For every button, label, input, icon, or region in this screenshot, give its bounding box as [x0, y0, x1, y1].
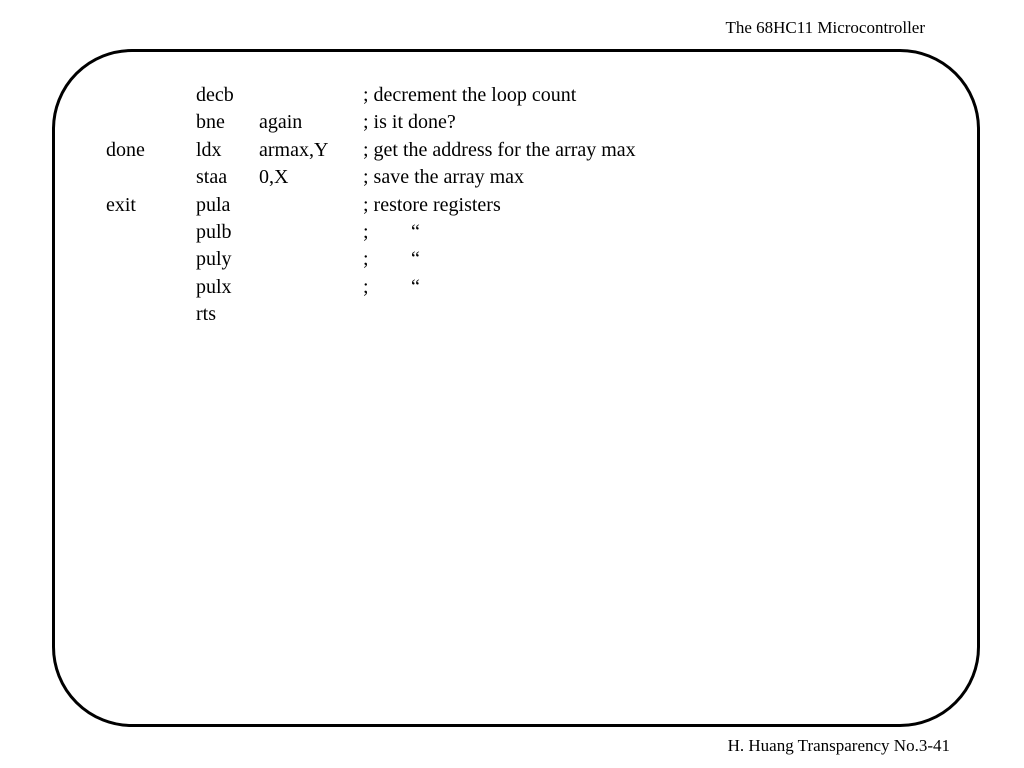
code-comment	[363, 164, 524, 191]
code-comment-text: ; save the array max	[363, 166, 525, 189]
code-comment-text: ;	[363, 248, 369, 271]
code-comment	[363, 219, 420, 246]
slide-footer-text: H. Huang Transparency No.3-41	[727, 736, 950, 755]
slide-header-title: The 68HC11 Microcontroller	[725, 18, 925, 37]
code-opcode: pulb	[196, 220, 232, 243]
code-opcode: pulx	[196, 275, 232, 298]
code-comment	[363, 274, 420, 301]
code-operand: armax,Y	[259, 138, 329, 161]
ditto-mark: “	[411, 220, 420, 243]
code-comment-text: ; is it done?	[363, 111, 456, 134]
code-opcode: puly	[196, 248, 232, 271]
code-opcode: decb	[196, 84, 234, 106]
code-opcode: bne	[196, 111, 225, 134]
code-opcode: staa	[196, 166, 228, 189]
code-opcode: rts	[196, 303, 216, 326]
code-comment	[363, 246, 420, 273]
ditto-mark: “	[411, 248, 420, 271]
code-operand: 0,X	[259, 166, 289, 189]
code-comment	[363, 192, 501, 219]
code-opcode: ldx	[196, 138, 222, 161]
code-label: exit	[106, 193, 136, 216]
code-label: done	[106, 138, 145, 161]
code-comment-text: ;	[363, 220, 369, 243]
ditto-mark: “	[411, 275, 420, 298]
code-comment	[363, 109, 456, 136]
code-comment-text: ; restore registers	[363, 193, 501, 216]
code-comment-text: ; get the address for the array max	[363, 138, 636, 161]
code-comment-text: ; decrement the loop count	[363, 84, 577, 106]
code-opcode: pula	[196, 193, 231, 216]
code-comment	[363, 137, 636, 164]
code-comment	[363, 82, 576, 109]
code-operand: again	[259, 111, 303, 134]
code-comment-text: ;	[363, 275, 369, 298]
